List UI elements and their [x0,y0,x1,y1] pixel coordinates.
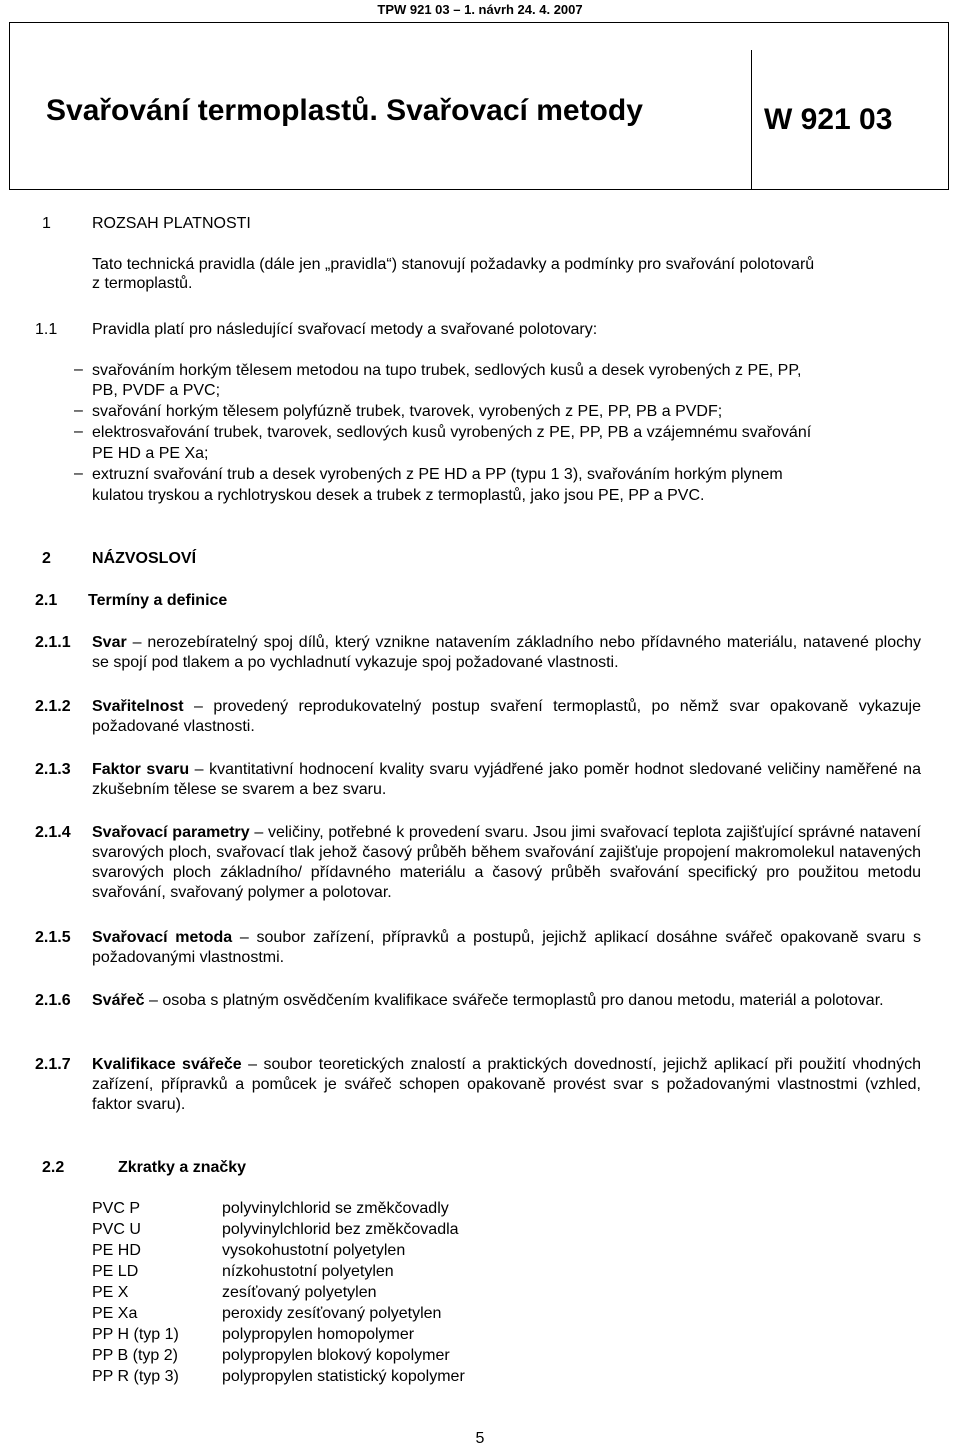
list-item-line: svařováním horkým tělesem metodou na tupo trubek, sedlových kusů a desek vyrobených z PE, PP, [92,362,802,379]
definition-term: Kvalifikace svářeče [92,1056,242,1073]
abbreviation-meaning: polypropylen statistický kopolymer [222,1368,465,1385]
abbreviation-meaning: zesíťovaný polyetylen [222,1284,377,1301]
definition-number: 2.1.4 [35,824,71,841]
document-header-line: TPW 921 03 – 1. návrh 24. 4. 2007 [377,2,583,17]
list-dash: – [74,423,83,440]
definition-text: kvantitativní hodnocení kvality svaru vyjádřené jako poměr hodnot sledované veličiny naměřené na zkušebním tělese se svarem a bez svaru. [92,761,921,798]
definition-term: Faktor svaru [92,761,190,778]
list-item-line: PB, PVDF a PVC; [92,382,221,399]
abbreviation-meaning: polyvinylchlorid bez změkčovadla [222,1221,459,1238]
definition-text: soubor zařízení, přípravků a postupů, jejichž aplikací dosáhne svářeč opakovaně svaru s požadovanými vlastnostmi. [92,929,922,966]
page-title: Svařování termoplastů. Svařovací metody [46,94,643,127]
document-code: W 921 03 [764,103,893,136]
definition-term: Svařitelnost [92,698,184,715]
definition-number: 2.1.5 [35,929,71,946]
list-item-line: extruzní svařování trub a desek vyrobených z PE HD a PP (typu 1 3), svařováním horkým plynem [92,466,783,483]
definition-paragraph [92,991,921,1011]
definition-text: provedený reprodukovatelný postup svaření termoplastů, po němž svar opakovaně vykazuje požadované vlastnosti. [92,698,921,735]
definition-dash: – [194,698,203,715]
list-item-line: elektrosvařování trubek, tvarovek, sedlových kusů vyrobených z PE, PP, PB a vzájemnému svařování [92,424,812,441]
list-dash: – [74,361,83,378]
definition-number: 2.1.7 [35,1056,71,1073]
list-item-line: PE HD a PE Xa; [92,445,209,462]
definition-paragraph [92,633,921,673]
definition-dash: – [194,761,204,778]
section-1-title: ROZSAH PLATNOSTI [92,215,251,232]
abbreviation: PE LD [92,1263,139,1280]
definition-term: Svářeč [92,992,145,1009]
page-number: 5 [475,1430,485,1447]
abbreviation-meaning: polypropylen blokový kopolymer [222,1347,450,1364]
abbreviation-meaning: polypropylen homopolymer [222,1326,415,1343]
section-1-intro-line-2: z termoplastů. [92,275,193,292]
abbreviation: PE HD [92,1242,141,1259]
section-2-number: 2 [42,550,51,567]
abbreviation: PP R (typ 3) [92,1368,179,1385]
definition-text: nerozebíratelný spoj dílů, který vznikne natavením základního nebo přídavného materiálu, natavené plochy se spojí pod tlakem a po vychladnutí vykazuje spoj požadované vlastnosti. [92,634,921,671]
section-2-title: NÁZVOSLOVÍ [92,550,197,567]
definition-number: 2.1.6 [35,992,71,1009]
title-divider [751,50,752,190]
abbreviation: PVC U [92,1221,141,1238]
subsection-2-1-title: Termíny a definice [88,592,228,609]
definition-paragraph [92,928,921,968]
definition-paragraph [92,760,921,800]
list-dash: – [74,402,83,419]
abbreviation-meaning: peroxidy zesíťovaný polyetylen [222,1305,442,1322]
definition-text: soubor teoretických znalostí a praktických dovedností, jejichž aplikací při použití vhodných zařízení, přípravků a pomůcek je svářeč schopen opakovaně provést svar s požadovanými vlastnostmi (vzhled, faktor svaru). [92,1056,922,1113]
definition-dash: – [132,634,142,651]
subsection-2-2-number: 2.2 [42,1159,65,1176]
definition-term: Svařovací parametry [92,824,250,841]
definition-term: Svařovací metoda [92,929,233,946]
subsection-1-1-text: Pravidla platí pro následující svařovací metody a svařované polotovary: [92,321,598,338]
definition-paragraph [92,823,921,903]
list-item-line: kulatou tryskou a rychlotryskou desek a trubek z termoplastů, jako jsou PE, PP a PVC. [92,487,705,504]
list-dash: – [74,465,83,482]
definition-text: veličiny, potřebné k provedení svaru. Jsou jimi svařovací teplota zajišťující správné natavení svarových ploch, svařovací tlak jehož časový průběh během svařování zajišťuje propojení makromolekul natavených svarových ploch základního/ přídavného materiálu a časový průběh svařování specifický pro použitou metodu svařování, svařovaný polymer a polotovar. [92,824,921,901]
definition-number: 2.1.2 [35,698,71,715]
abbreviation: PP H (typ 1) [92,1326,179,1343]
abbreviation-meaning: vysokohustotní polyetylen [222,1242,406,1259]
subsection-1-1-number: 1.1 [35,321,58,338]
definition-term: Svar [92,634,127,651]
section-1-number: 1 [42,215,51,232]
definition-number: 2.1.1 [35,634,71,651]
definition-paragraph [92,697,921,737]
abbreviation: PVC P [92,1200,141,1217]
subsection-2-1-number: 2.1 [35,592,58,609]
list-item-line: svařování horkým tělesem polyfúzně trubek, tvarovek, vyrobených z PE, PP, PB a PVDF; [92,403,723,420]
definition-dash: – [239,929,249,946]
definition-text: osoba s platným osvědčením kvalifikace svářeče termoplastů pro danou metodu, materiál a polotovar. [162,992,884,1009]
definition-dash: – [248,1056,258,1073]
section-1-intro-line-1: Tato technická pravidla (dále jen „pravidla“) stanovují požadavky a podmínky pro svařování polotovarů [92,256,815,273]
definition-number: 2.1.3 [35,761,71,778]
subsection-2-2-title: Zkratky a značky [118,1159,247,1176]
abbreviation-meaning: polyvinylchlorid se změkčovadly [222,1200,449,1217]
abbreviation-meaning: nízkohustotní polyetylen [222,1263,394,1280]
abbreviation: PE Xa [92,1305,138,1322]
definition-dash: – [148,992,158,1009]
abbreviation: PP B (typ 2) [92,1347,178,1364]
abbreviation: PE X [92,1284,129,1301]
definition-paragraph [92,1055,921,1115]
definition-dash: – [254,824,264,841]
